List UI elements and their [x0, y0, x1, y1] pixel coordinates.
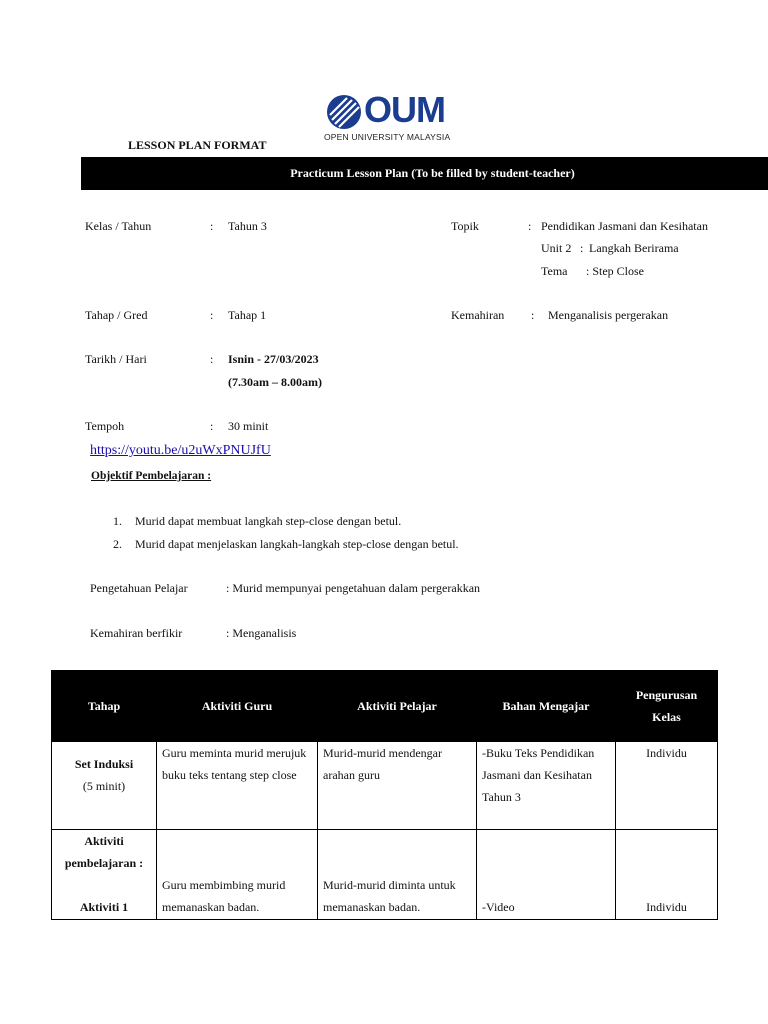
oum-logo: [324, 89, 456, 144]
tahap-label: Tahap / Gred: [85, 308, 148, 322]
berfikir-value: : Menganalisis: [226, 626, 297, 640]
stage-cell: [52, 830, 157, 920]
tarikh-value: Isnin - 27/03/2023: [228, 352, 319, 366]
logo-subtitle: OPEN UNIVERSITY MALAYSIA: [324, 132, 451, 142]
document-title: LESSON PLAN FORMAT: [128, 138, 267, 152]
pelajar-text: Murid-murid diminta untuk memanaskan badan.: [323, 878, 456, 914]
stage-cell: [52, 742, 157, 830]
stage-title: Set Induksi: [74, 757, 134, 771]
objektif-heading: Objektif Pembelajaran :: [91, 470, 212, 482]
tahap-colon: :: [210, 308, 214, 322]
tarikh-label: Tarikh / Hari: [85, 352, 147, 366]
stage-activity: Aktiviti 1: [79, 900, 129, 914]
banner-text: Practicum Lesson Plan (To be filled by student-teacher): [290, 166, 575, 180]
objektif-number-1: 1.: [113, 514, 122, 528]
header-tahap: Tahap: [52, 671, 157, 742]
pengetahuan-label: Pengetahuan Pelajar: [90, 581, 188, 595]
kemahiran-colon: :: [531, 308, 535, 322]
banner: [81, 157, 768, 190]
guru-cell: [157, 830, 318, 920]
header-bahan-mengajar: Bahan Mengajar: [477, 671, 616, 742]
tarikh-colon: :: [210, 352, 214, 366]
youtube-link[interactable]: https://youtu.be/u2uWxPNUJfU: [90, 443, 271, 458]
table-row: [52, 830, 718, 920]
tempoh-label: Tempoh: [85, 419, 125, 433]
lesson-table: [51, 670, 718, 920]
tempoh-value: 30 minit: [228, 419, 269, 433]
kelas-colon: :: [210, 219, 214, 233]
tema-label: Tema: [541, 264, 568, 278]
topik-value: Pendidikan Jasmani dan Kesihatan: [541, 219, 708, 233]
unit-label: Unit 2: [541, 241, 572, 255]
bahan-cell: -Buku Teks Pendidikan Jasmani dan Kesihatan Tahun 3: [477, 742, 616, 830]
table-header-row: [52, 671, 718, 742]
guru-text: Guru membimbing murid memanaskan badan.: [162, 878, 286, 914]
header-aktiviti-pelajar: Aktiviti Pelajar: [318, 671, 477, 742]
unit-colon: :: [580, 241, 584, 255]
kelas-label: Kelas / Tahun: [85, 219, 152, 233]
header-aktiviti-guru: Aktiviti Guru: [157, 671, 318, 742]
bahan-cell: [477, 830, 616, 920]
unit-value: Langkah Berirama: [589, 241, 679, 255]
header-pengurusan-kelas-text: Pengurusan Kelas: [635, 688, 698, 724]
stage-title: Aktiviti pembelajaran :: [64, 834, 144, 870]
kemahiran-value: Menganalisis pergerakan: [548, 308, 669, 322]
pengurusan-cell: Individu: [616, 742, 718, 830]
topik-label: Topik: [451, 219, 479, 233]
bahan-text: -Video: [482, 900, 515, 914]
guru-cell: Guru meminta murid merujuk buku teks tentang step close: [157, 742, 318, 830]
objektif-item-1: Murid dapat membuat langkah step-close dengan betul.: [135, 514, 402, 528]
kemahiran-label: Kemahiran: [451, 308, 505, 322]
tempoh-colon: :: [210, 419, 214, 433]
oum-globe-icon: [326, 94, 362, 130]
kelas-value: Tahun 3: [228, 219, 267, 233]
objektif-number-2: 2.: [113, 537, 122, 551]
pengurusan-text: Individu: [646, 900, 687, 914]
table-row: [52, 742, 718, 830]
logo-wordmark: OUM: [364, 89, 445, 130]
masa-value: (7.30am – 8.00am): [228, 375, 322, 389]
pelajar-cell: Murid-murid mendengar arahan guru: [318, 742, 477, 830]
pelajar-cell: [318, 830, 477, 920]
tema-value: : Step Close: [586, 264, 645, 278]
pengurusan-cell: [616, 830, 718, 920]
objektif-item-2: Murid dapat menjelaskan langkah-langkah step-close dengan betul.: [135, 537, 459, 551]
berfikir-label: Kemahiran berfikir: [90, 626, 183, 640]
tahap-value: Tahap 1: [228, 308, 267, 322]
header-pengurusan-kelas: [616, 671, 718, 742]
pengetahuan-value: : Murid mempunyai pengetahuan dalam pergerakkan: [226, 581, 481, 595]
topik-colon: :: [528, 219, 532, 233]
stage-duration: (5 minit): [82, 779, 126, 793]
